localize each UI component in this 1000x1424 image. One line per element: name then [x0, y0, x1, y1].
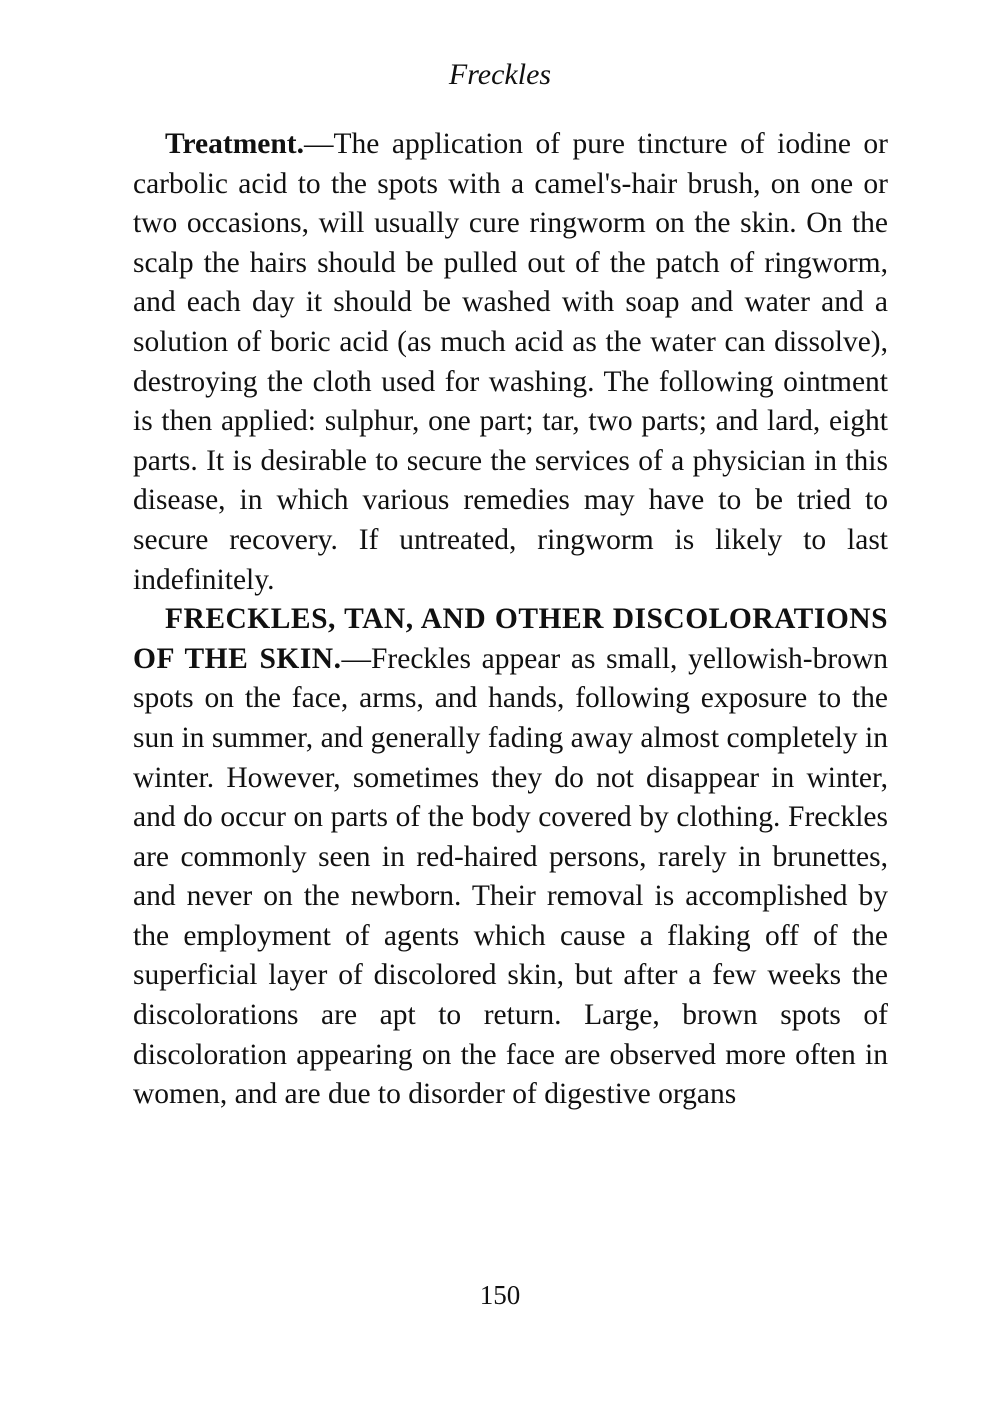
freckles-paragraph	[133, 600, 888, 1115]
treatment-paragraph	[133, 125, 888, 600]
treatment-text: —The application of pure tincture of iodine or carbolic acid to the spots with a camel's-hair brush, on one or two occasions, will usually cure ringworm on the skin. On the scalp the hairs should be pulled out of the patch of ringworm, and each day it should be washed with soap and water and a solution of boric acid (as much acid as the water can dissolve), destroying the cloth used for washing. The following ointment is then applied: sulphur, one part; tar, two parts; and lard, eight parts. It is desirable to secure the services of a physician in this disease, in which various remedies may have to be tried to secure recovery. If untreated, ringworm is likely to last indefinitely.	[133, 128, 888, 596]
treatment-lead: Treatment.	[165, 128, 304, 160]
page-body	[133, 125, 888, 1115]
section-heading: FRECKLES, TAN, AND OTHER DISCOLORATIONS OF THE SKIN.	[133, 603, 888, 675]
page-number: 150	[479, 1280, 521, 1310]
running-head: Freckles	[448, 58, 552, 91]
freckles-text: —Freckles appear as small, yellowish-brown spots on the face, arms, and hands, following exposure to the sun in summer, and generally fading away almost completely in winter. However, sometimes they do not disappear in winter, and do occur on parts of the body covered by clothing. Freckles are commonly seen in red-haired persons, rarely in brunettes, and never on the newborn. Their removal is accomplished by the employment of agents which cause a flaking off of the superficial layer of discolored skin, but after a few weeks the discolorations are apt to return. Large, brown spots of discoloration appearing on the face are observed more often in women, and are due to disorder of digestive organs	[133, 642, 888, 1111]
